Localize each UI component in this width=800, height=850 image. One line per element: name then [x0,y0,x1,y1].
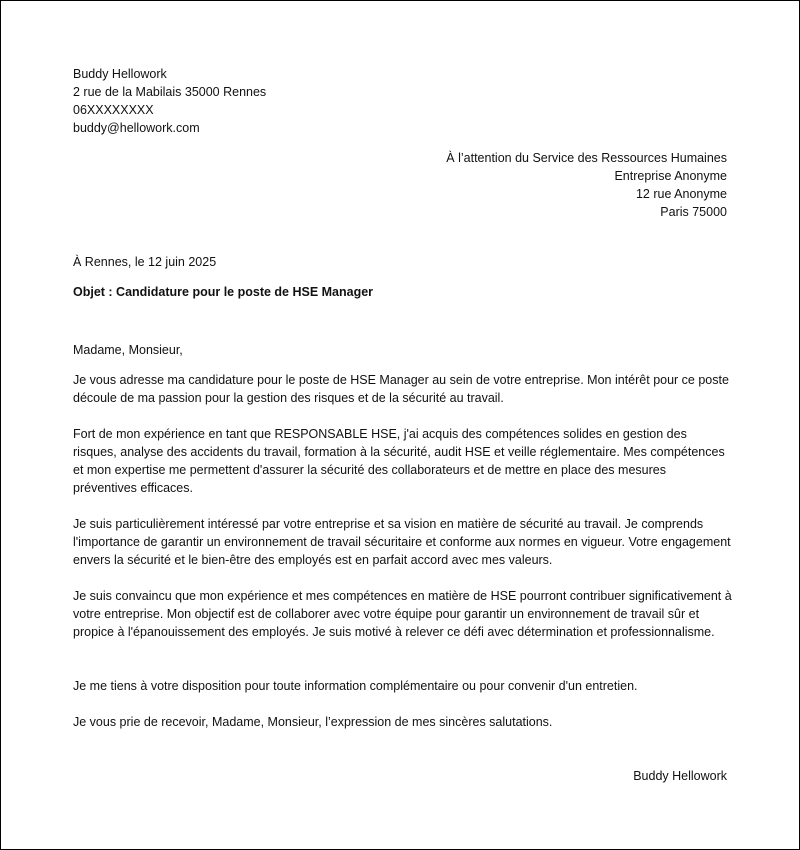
sender-address: 2 rue de la Mabilais 35000 Rennes [73,85,267,99]
body-paragraph-5: Je me tiens à votre disposition pour toute information complémentaire ou pour convenir d'un entretien. [73,679,638,693]
sender-name: Buddy Hellowork [73,67,167,81]
sender-email: buddy@hellowork.com [73,121,200,135]
date-line: À Rennes, le 12 juin 2025 [73,255,217,269]
recipient-block [446,149,727,221]
closing-paragraph: Je vous prie de recevoir, Madame, Monsieur, l’expression de mes sincères salutations. [73,715,553,729]
recipient-company: Entreprise Anonyme [614,169,727,183]
body-paragraph-4: Je suis convaincu que mon expérience et mes compétences en matière de HSE pourront contribuer significativement à votre entreprise. Mon objectif est de collaborer avec votre équipe pour garantir un environnement de travail sûr et propice à l'épanouissement des employés. Je suis motivé à relever ce défi avec détermination et professionnalisme. [73,589,732,639]
recipient-street: 12 rue Anonyme [635,187,727,201]
subject-line: Objet : Candidature pour le poste de HSE Manager [73,285,374,299]
body-paragraph-2: Fort de mon expérience en tant que RESPONSABLE HSE, j'ai acquis des compétences solides en gestion des risques, analyse des accidents du travail, formation à la sécurité, audit HSE et veille réglementaire. Mes compétences et mon expertise me permettent d'assurer la sécurité des collaborateurs et de mettre en place des mesures préventives efficaces. [73,427,725,495]
salutation: Madame, Monsieur, [73,343,183,357]
sender-block [73,65,266,137]
recipient-attention: À l’attention du Service des Ressources Humaines [446,151,727,165]
signature: Buddy Hellowork [633,769,727,783]
recipient-city: Paris 75000 [660,205,727,219]
sender-phone: 06XXXXXXXX [73,103,154,117]
body-paragraph-3: Je suis particulièrement intéressé par votre entreprise et sa vision en matière de sécurité au travail. Je comprends l'importance de garantir un environnement de travail sécuritaire et conforme aux normes en vigueur. Votre engagement envers la sécurité et le bien-être des employés est en parfait accord avec mes valeurs. [73,517,731,567]
body-paragraph-1: Je vous adresse ma candidature pour le poste de HSE Manager au sein de votre entreprise. Mon intérêt pour ce poste découle de ma passion pour la gestion des risques et de la sécurité au travail. [73,373,729,405]
